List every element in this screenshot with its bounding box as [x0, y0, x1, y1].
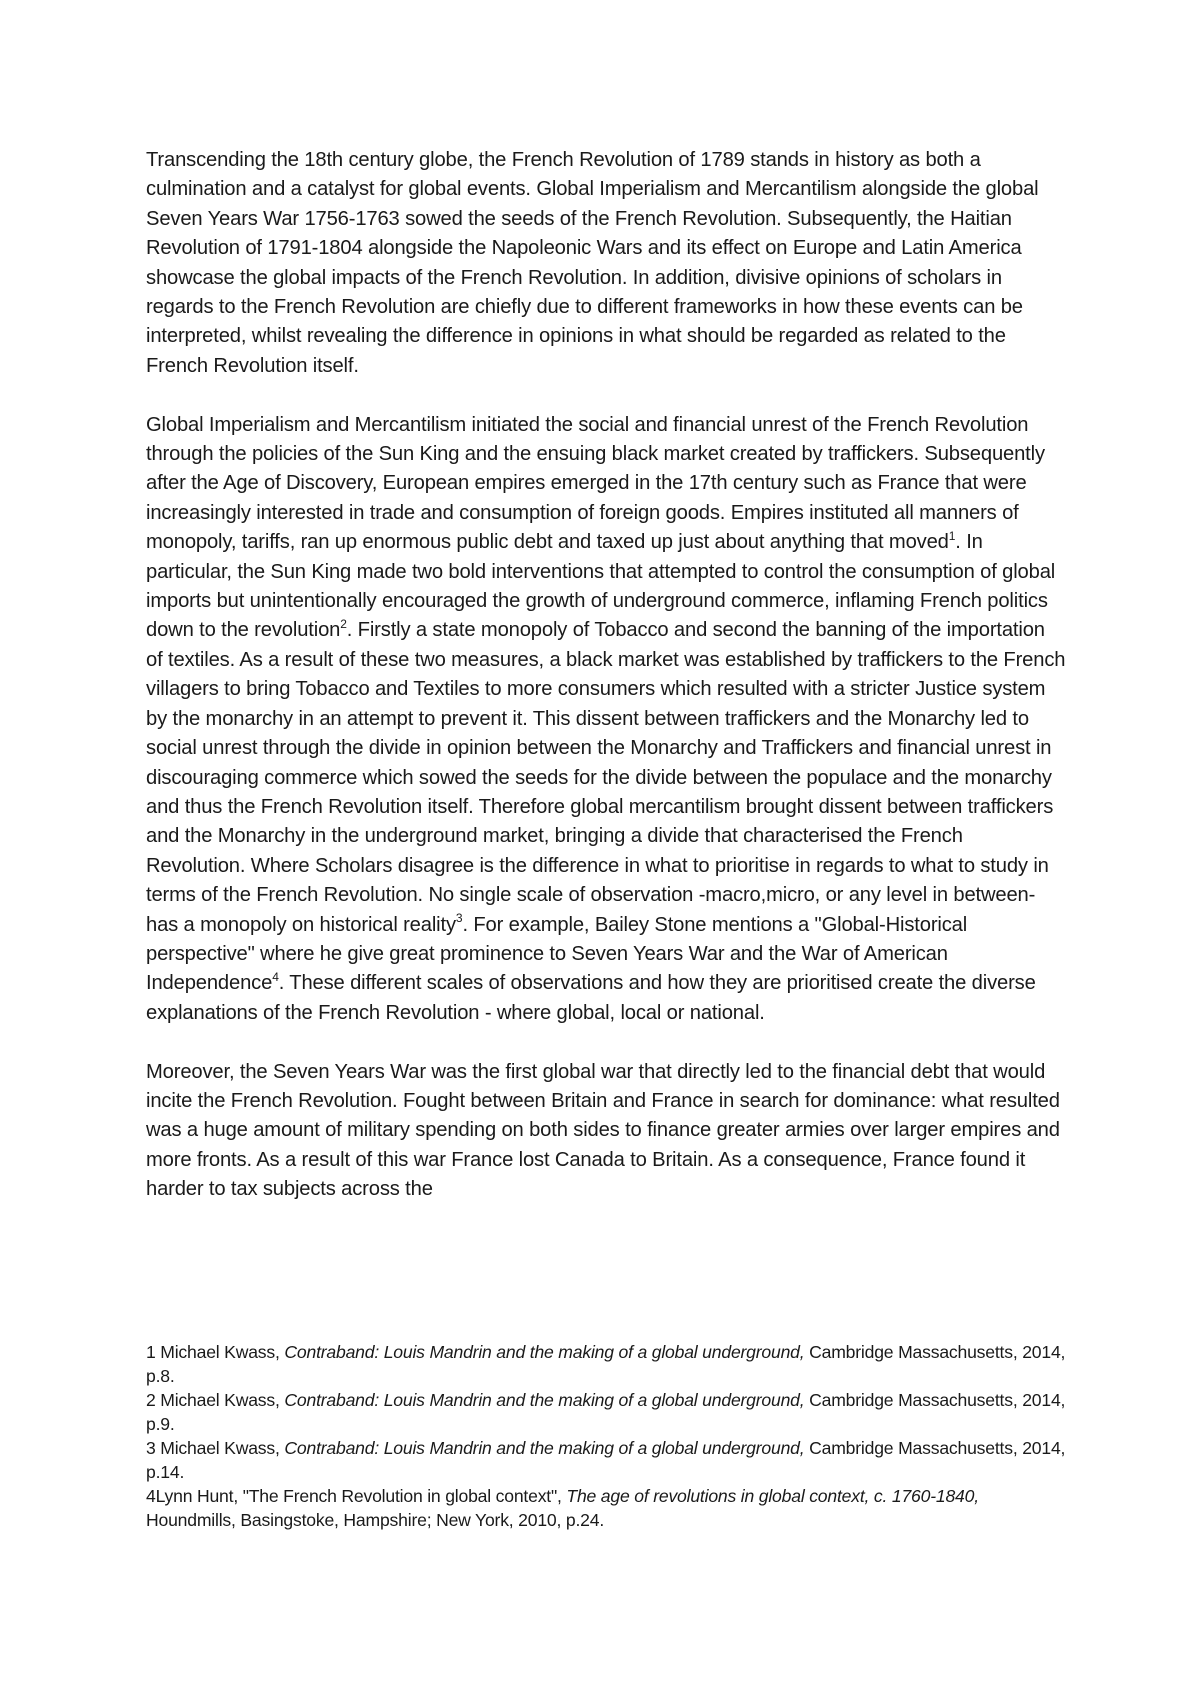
- document-body: [146, 146, 1066, 1234]
- footnote-ref-4: 4: [272, 969, 279, 984]
- paragraph-text: . In particular, the Sun King made two bold interventions that attempted to control the consumption of global imports but unintentionally encouraged the growth of underground commerce, inflaming French politics down to the revolution: [146, 531, 1056, 642]
- footnote-text: 4Lynn Hunt, "The French Revolution in global context",: [146, 1486, 567, 1506]
- footnote-4: [146, 1484, 1066, 1532]
- paragraph-text: . Firstly a state monopoly of Tobacco and second the banning of the importation of textiles. As a result of these two measures, a black market was established by traffickers to the French villagers to bring Tobacco and Textiles to more consumers which resulted with a stricter Justice system by the monarchy in an attempt to prevent it. This dissent between traffickers and the Monarchy led to social unrest through the divide in opinion between the Monarchy and Traffickers and financial unrest in discouraging commerce which sowed the seeds for the divide between the populace and the monarchy and thus the French Revolution itself. Therefore global mercantilism brought dissent between traffickers and the Monarchy in the underground market, bringing a divide that characterised the French Revolution. Where Scholars disagree is the difference in what to prioritise in regards to what to study in terms of the French Revolution. No single scale of observation -macro,micro, or any level in between- has a monopoly on historical reality: [146, 619, 1066, 936]
- footnote-text: 2 Michael Kwass,: [146, 1390, 285, 1410]
- paragraph-text: Global Imperialism and Mercantilism initiated the social and financial unrest of the French Revolution through the policies of the Sun King and the ensuing black market created by traffickers. Subsequently after the Age of Discovery, European empires emerged in the 17th century such as France that were increasingly interested in trade and consumption of foreign goods. Empires instituted all manners of monopoly, tariffs, ran up enormous public debt and taxed up just about anything that moved: [146, 413, 1045, 554]
- footnote-text: 1 Michael Kwass,: [146, 1342, 285, 1362]
- footnote-2: [146, 1388, 1066, 1436]
- footnote-text: 3 Michael Kwass,: [146, 1438, 285, 1458]
- footnotes: [146, 1340, 1066, 1532]
- footnote-ref-2: 2: [340, 616, 347, 631]
- paragraph-1: [146, 146, 1066, 381]
- paragraph-2: [146, 411, 1066, 1029]
- paragraph-text: Transcending the 18th century globe, the French Revolution of 1789 stands in history as both a culmination and a catalyst for global events. Global Imperialism and Mercantilism alongside the global Seven Years War 1756-1763 sowed the seeds of the French Revolution. Subsequently, the Haitian Revolution of 1791-1804 alongside the Napoleonic Wars and its effect on Europe and Latin America showcase the global impacts of the French Revolution. In addition, divisive opinions of scholars in regards to the French Revolution are chiefly due to different frameworks in how these events can be interpreted, whilst revealing the difference in opinions in what should be regarded as related to the French Revolution itself.: [146, 149, 1039, 377]
- footnote-text: Cambridge Massachusetts, 2014, p.8.: [146, 1342, 1066, 1386]
- footnote-title: Contraband: Louis Mandrin and the making of a global underground,: [284, 1438, 805, 1458]
- footnote-title: Contraband: Louis Mandrin and the making of a global underground,: [284, 1390, 805, 1410]
- paragraph-text: . These different scales of observations and how they are prioritised create the diverse explanations of the French Revolution - where global, local or national.: [146, 972, 1036, 1024]
- paragraph-text: Moreover, the Seven Years War was the first global war that directly led to the financial debt that would incite the French Revolution. Fought between Britain and France in search for dominance: what resulted was a huge amount of military spending on both sides to finance greater armies over larger empires and more fronts. As a result of this war France lost Canada to Britain. As a consequence, France found it harder to tax subjects across the: [146, 1060, 1060, 1201]
- paragraph-3: [146, 1058, 1066, 1205]
- footnote-title: Contraband: Louis Mandrin and the making of a global underground,: [284, 1342, 805, 1362]
- footnote-1: [146, 1340, 1066, 1388]
- footnote-text: Cambridge Massachusetts, 2014, p.9.: [146, 1390, 1066, 1434]
- footnote-ref-3: 3: [455, 910, 463, 925]
- footnote-text: Houndmills, Basingstoke, Hampshire; New York, 2010, p.24.: [146, 1510, 605, 1530]
- paragraph-text: . For example, Bailey Stone mentions a "Global-Historical perspective" where he give great prominence to Seven Years War and the War of American Independence: [146, 913, 968, 995]
- footnote-title: The age of revolutions in global context, c. 1760-1840,: [566, 1486, 979, 1506]
- footnote-ref-1: 1: [948, 528, 956, 543]
- footnote-3: [146, 1436, 1066, 1484]
- footnote-text: Cambridge Massachusetts, 2014, p.14.: [146, 1438, 1066, 1482]
